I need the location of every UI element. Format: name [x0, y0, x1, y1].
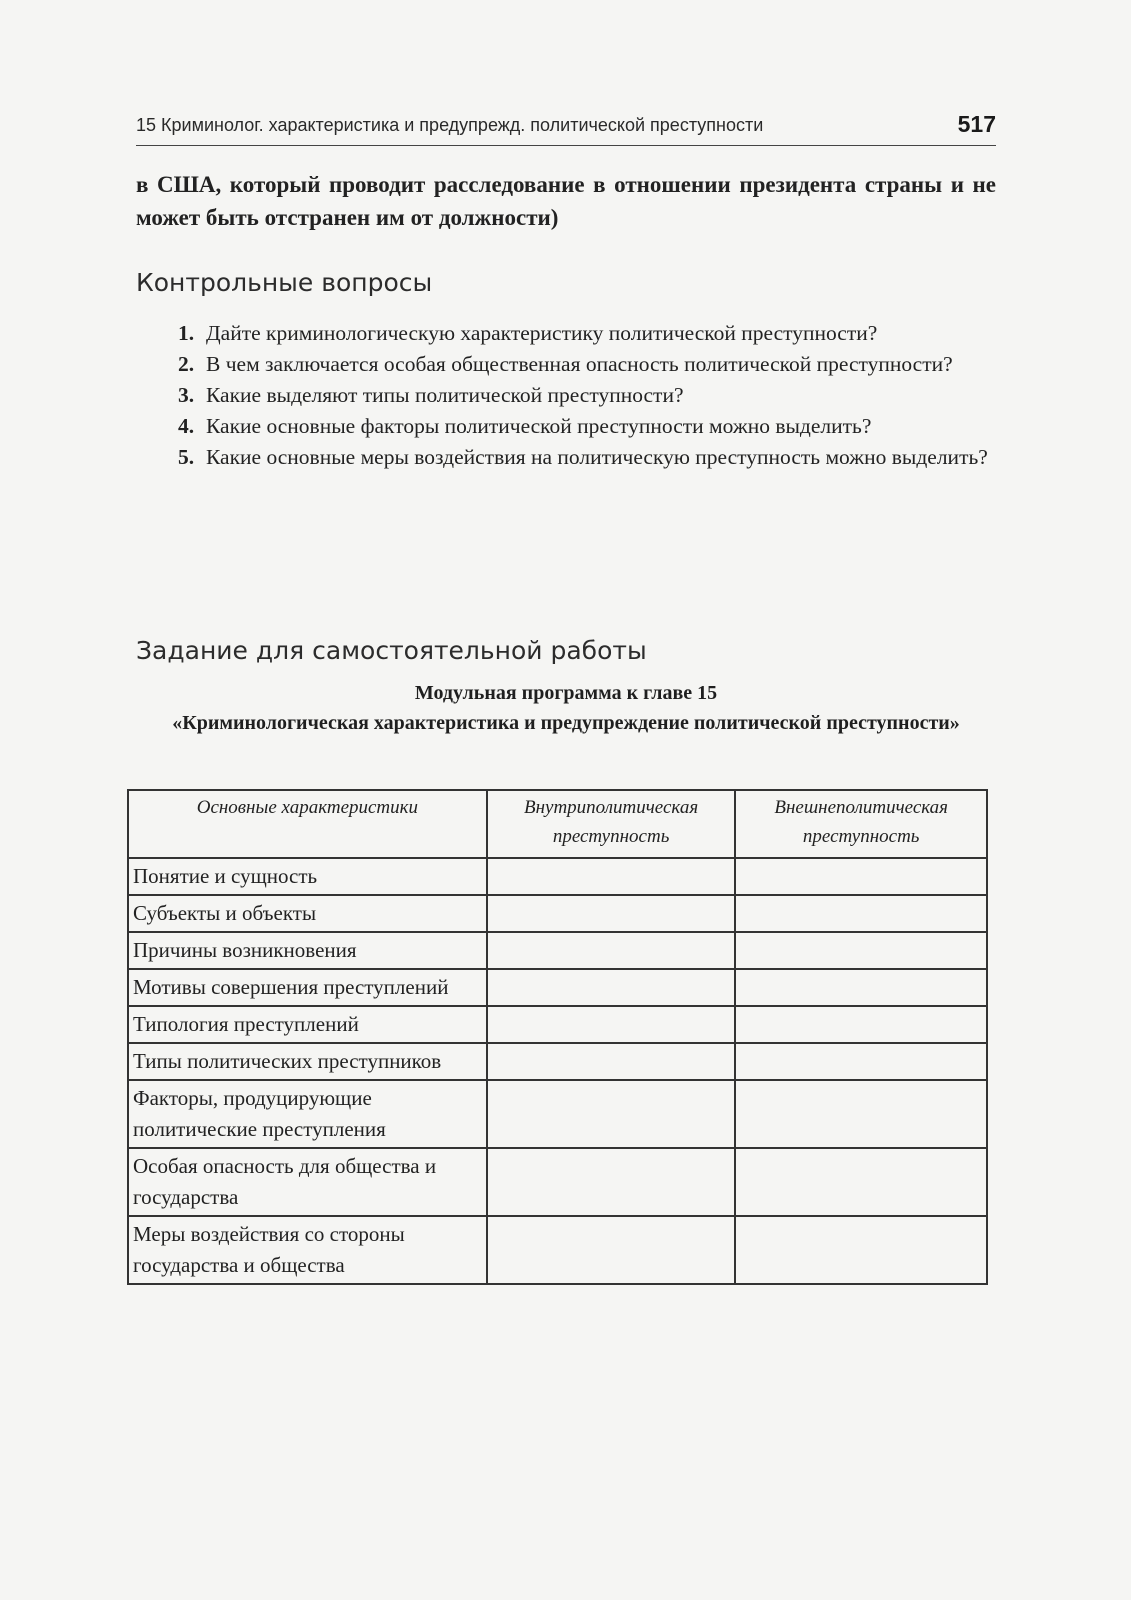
row-label: Типы политических преступников: [128, 1043, 487, 1080]
module-title-line2: «Криминологическая характеристика и предупреждение политической преступности»: [172, 712, 960, 734]
row-label: Мотивы совершения преступлений: [128, 969, 487, 1006]
module-title-line1: Модульная программа к главе 15: [414, 682, 718, 704]
column-header: Внутриполитическая преступность: [487, 790, 736, 858]
list-item: 2. В чем заключается особая общественная опасность политической преступности?: [178, 352, 953, 376]
table-cell: [735, 932, 987, 969]
table-row: [128, 1080, 987, 1148]
table-cell: [487, 932, 736, 969]
column-header: Основные характеристики: [128, 790, 487, 858]
row-label: Особая опасность для общества и государства: [128, 1148, 487, 1216]
module-program-heading: [136, 678, 996, 738]
row-label: Типология преступлений: [128, 1006, 487, 1043]
table-cell: [487, 1148, 736, 1216]
table-cell: [487, 895, 736, 932]
list-item: 3. Какие выделяют типы политической преступности?: [178, 383, 684, 407]
running-header: [136, 113, 996, 146]
table-cell: [487, 969, 736, 1006]
running-title: 15 Криминолог. характеристика и предупрежд. политической преступности: [136, 115, 764, 135]
table-row: [128, 895, 987, 932]
module-table: [127, 789, 988, 1285]
control-questions-list: [178, 318, 996, 473]
table-cell: [735, 858, 987, 895]
row-label: Меры воздействия со стороны государства и общества: [128, 1216, 487, 1284]
list-item: 4. Какие основные факторы политической преступности можно выделить?: [178, 414, 872, 438]
table-cell: [735, 969, 987, 1006]
table-cell: [487, 1043, 736, 1080]
table-cell: [487, 858, 736, 895]
table-row: [128, 1148, 987, 1216]
table-cell: [487, 1216, 736, 1284]
table-cell: [735, 1006, 987, 1043]
row-label: Факторы, продуцирующие политические преступления: [128, 1080, 487, 1148]
table-row: [128, 858, 987, 895]
table-row: [128, 1006, 987, 1043]
page-number: 517: [957, 111, 996, 137]
list-item: 5. Какие основные меры воздействия на политическую преступность можно выделить?: [178, 445, 988, 469]
table-row: [128, 969, 987, 1006]
table-cell: [735, 1080, 987, 1148]
control-questions-title: Контрольные вопросы: [136, 268, 433, 297]
row-label: Понятие и сущность: [128, 858, 487, 895]
self-study-title: Задание для самостоятельной работы: [136, 636, 647, 665]
table-cell: [487, 1080, 736, 1148]
table-cell: [487, 1006, 736, 1043]
table-cell: [735, 1216, 987, 1284]
table-header-row: [128, 790, 987, 858]
continuation-paragraph: в США, который проводит расследование в отношении президента страны и не может быть отстранен им от должности): [136, 172, 996, 230]
table-cell: [735, 1043, 987, 1080]
column-header: Внешнеполитическая преступность: [735, 790, 987, 858]
table-row: [128, 1043, 987, 1080]
table-cell: [735, 895, 987, 932]
table-cell: [735, 1148, 987, 1216]
table-row: [128, 932, 987, 969]
table-row: [128, 1216, 987, 1284]
list-item: 1. Дайте криминологическую характеристику политической преступности?: [178, 321, 878, 345]
row-label: Причины возникновения: [128, 932, 487, 969]
row-label: Субъекты и объекты: [128, 895, 487, 932]
